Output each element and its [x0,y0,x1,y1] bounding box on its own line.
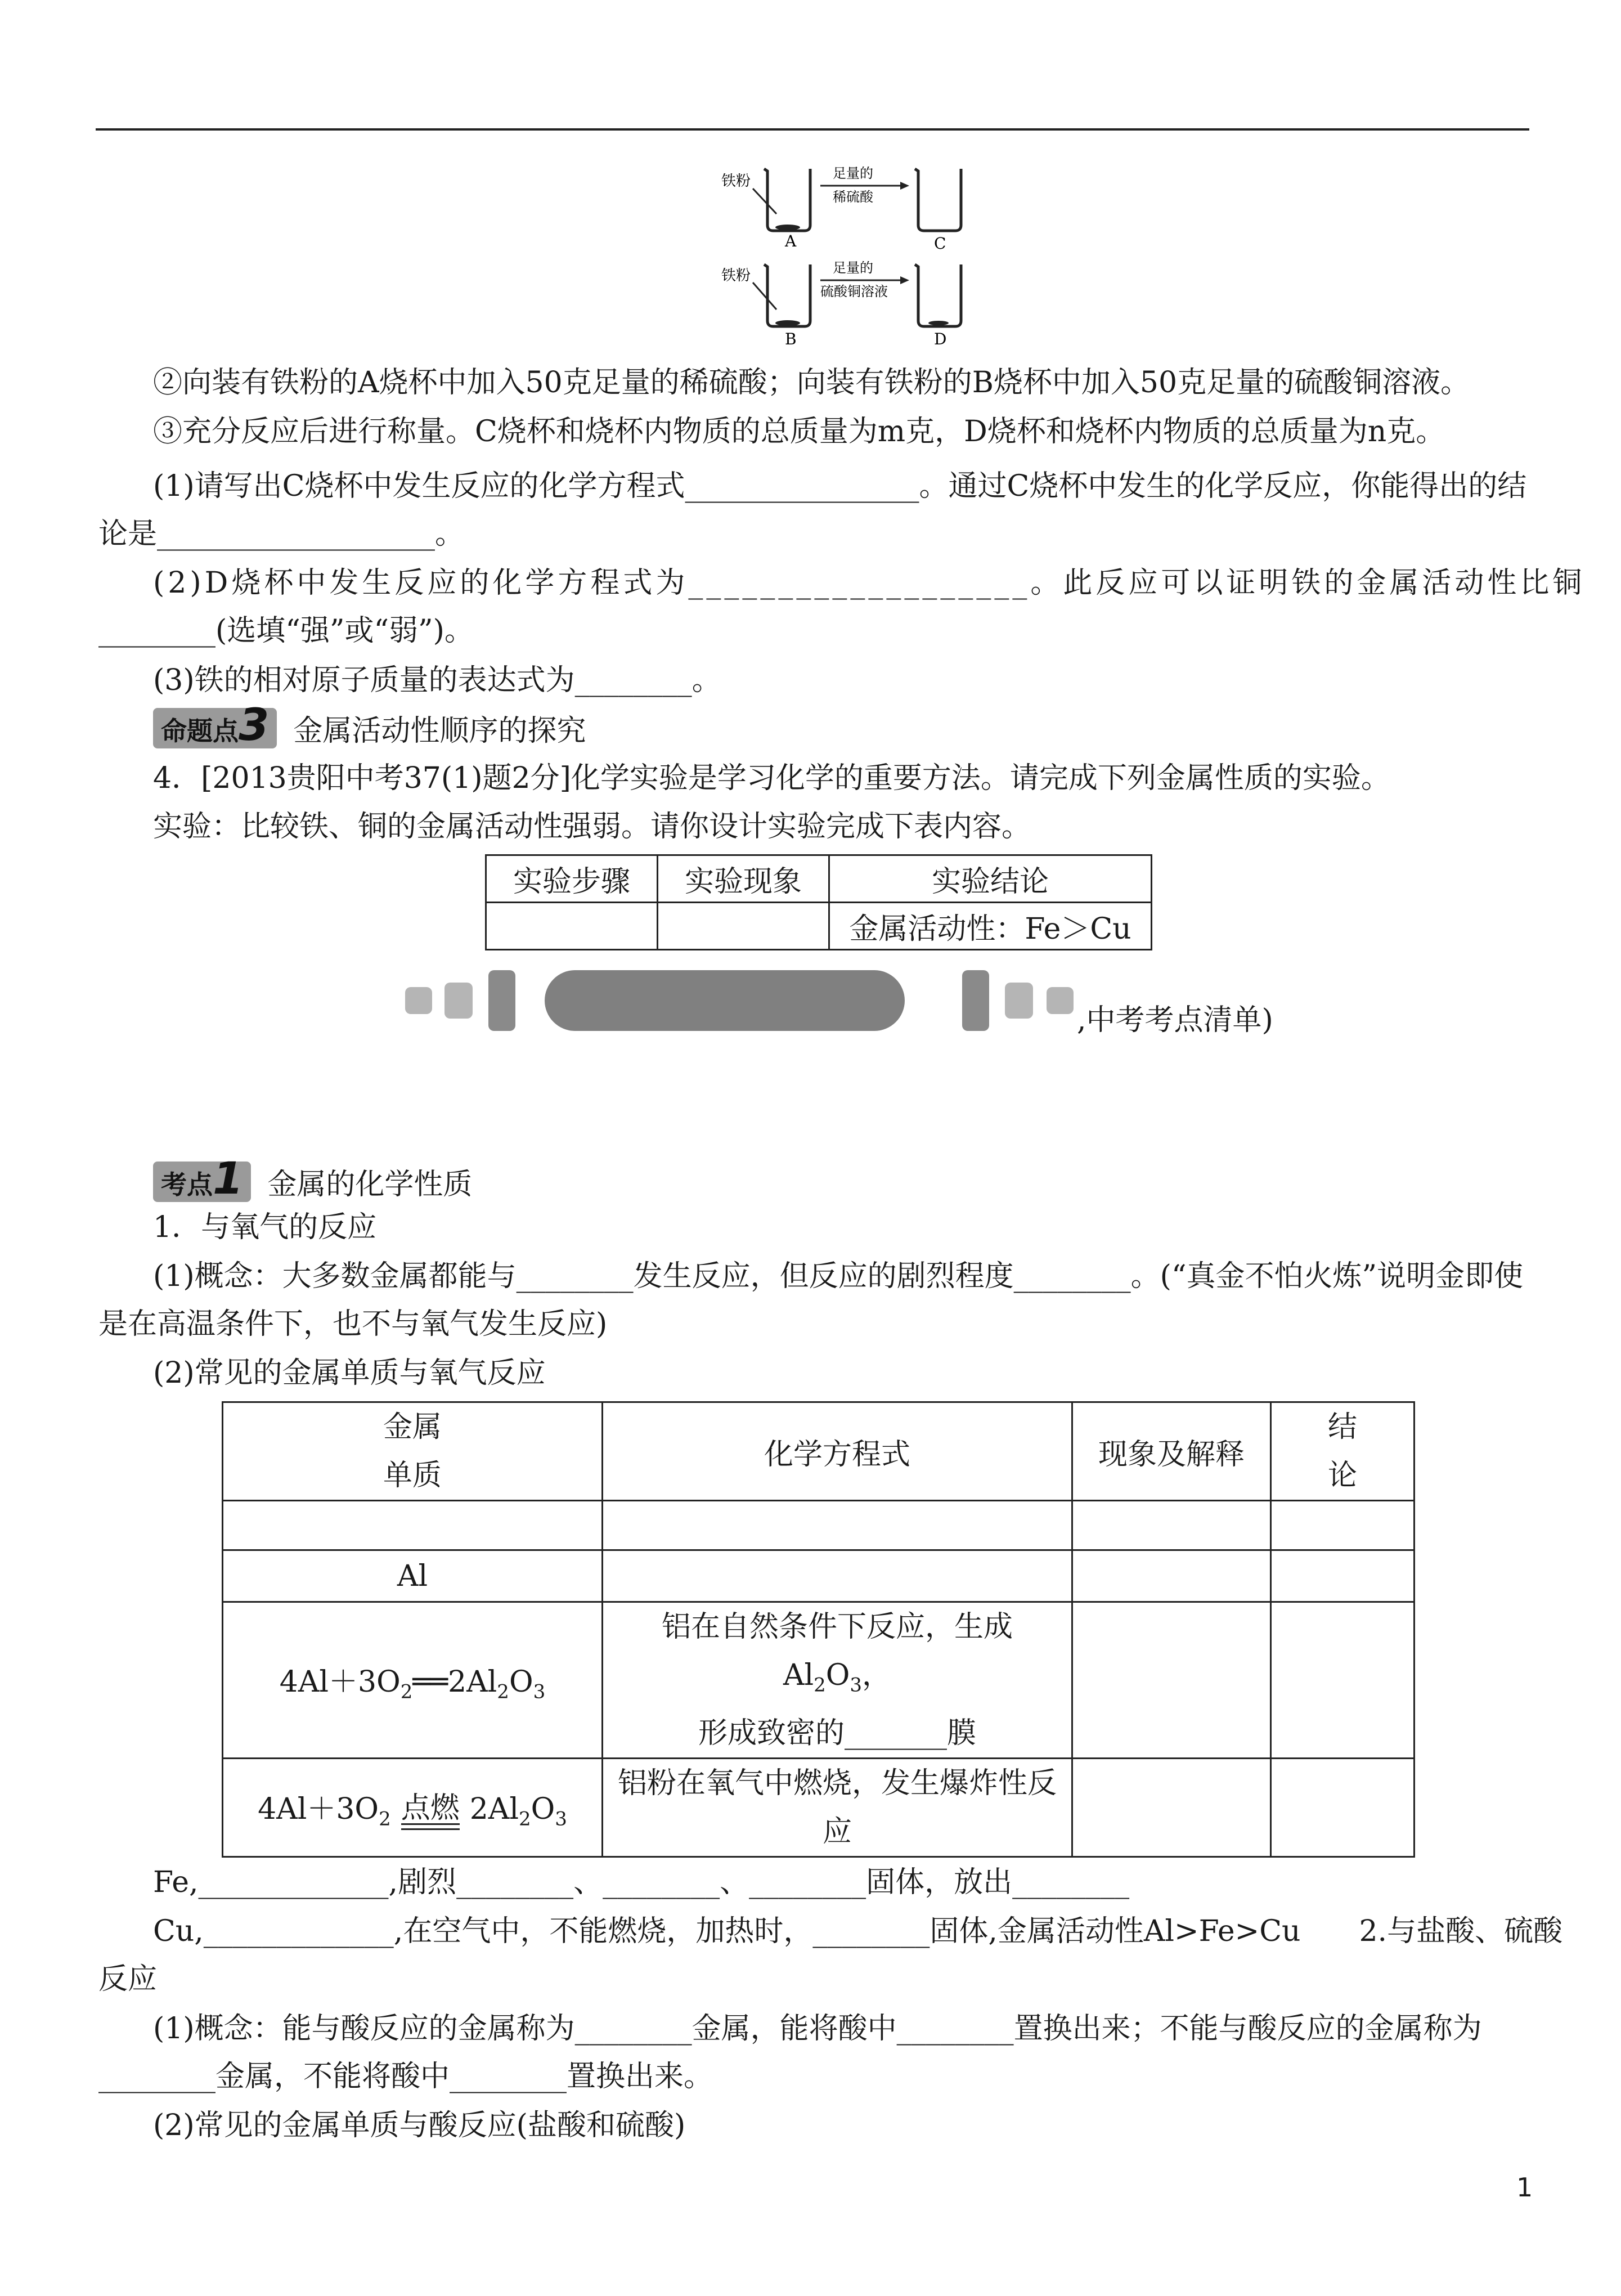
header-metal-1: 金属 [383,1410,442,1444]
section-3-heading [153,699,586,751]
table-cell [603,1550,1072,1602]
label-iron-1: 铁粉 [721,173,751,190]
iron-powder-a [775,225,800,230]
row-al-burn-description [603,1759,1072,1857]
question-4-line-1: 4．[2013贵阳中考37(1)题2分]化学实验是学习化学的重要方法。请完成下列金属性质的实验。 [153,761,1390,795]
header-metal [223,1402,603,1501]
question-4-line-2: 实验：比较铁、铜的金属活动性强弱。请你设计实验完成下表内容。 [153,810,1031,844]
table-cell [1072,1759,1271,1857]
sub-1-concept-line-2: 是在高温条件下，也不与氧气发生反应) [98,1307,608,1341]
eq-sub: 3 [533,1680,546,1703]
header-conclusion [1271,1402,1415,1501]
kaodian-1-heading [153,1153,473,1204]
banner-pill [545,970,905,1031]
kaodian-1-tag-text: 考点 [161,1169,213,1200]
arrow1-head [900,182,909,190]
desc-sub: 3 [850,1674,863,1697]
desc-line-1: 铝粉在氧气中燃烧，发生爆炸性反 [617,1766,1057,1801]
eq-part: 2Al [469,1792,519,1827]
section-3-title: 金属活动性顺序的探究 [293,714,586,748]
step-2: ②向装有铁粉的A烧杯中加入50克足量的稀硫酸；向装有铁粉的B烧杯中加入50克足量的硫酸铜溶液。 [153,366,1470,400]
table-cell [223,1501,603,1550]
beaker-d [915,264,961,326]
table-cell [1271,1759,1415,1857]
arrow1-label-2: 稀硫酸 [833,189,873,205]
beaker-a-label: A [785,232,797,250]
eq-part: ══2Al [412,1665,497,1699]
exp-header-steps: 实验步骤 [486,855,658,903]
arrow2-head [900,276,909,284]
pointer-line [753,282,776,310]
desc-sub: 2 [814,1674,826,1697]
banner-bar [488,970,515,1031]
residue-d [928,321,949,325]
banner-dot [1047,987,1074,1014]
experiment-table [485,854,1152,950]
eq-sub: 2 [379,1808,391,1831]
row-al-metal: Al [223,1550,603,1602]
header-metal-2: 单质 [383,1459,442,1492]
banner-dot [444,983,473,1019]
eq-part: O [531,1792,555,1827]
cu-line: Cu,_____________,在空气中，不能燃烧，加热时，________固体,金属活动性Al>Fe>Cu 2.与盐酸、硫酸 [153,1914,1563,1948]
desc-part: 铝在自然条件下反应，生成Al [661,1610,1013,1692]
desc-part: O [825,1658,850,1692]
cu-line-2: 反应 [98,1962,158,1996]
eq-sub: 2 [497,1680,509,1703]
arrow2-label-2: 硫酸铜溶液 [820,284,888,299]
reaction-condition [401,1793,460,1830]
table-cell [1271,1501,1415,1550]
section-3-tag-text: 命题点 [161,715,239,746]
fe-line: Fe,_____________,剧烈________、________、________固体，放出________ [153,1866,1130,1899]
question-2-line-1: (2)D烧杯中发生反应的化学方程式为___________________。此反应可以证明铁的金属活动性比铜 [153,566,1586,600]
beaker-b-label: B [785,330,797,348]
kaodian-1-tag [153,1153,251,1204]
condition-text: 点燃 [401,1791,460,1825]
table-cell [603,1501,1072,1550]
exp-cell-phenomena [658,903,829,950]
section-banner [405,968,1080,1035]
banner-dot [1005,983,1033,1019]
section-3-tag-num: 3 [239,699,270,751]
oxygen-reaction-table [222,1401,1415,1858]
row-al-slow-description [603,1602,1072,1759]
eq-sub: 2 [400,1680,413,1703]
iron-powder-b [775,320,800,326]
page-number: 1 [1516,2172,1533,2203]
sub-1-concept-line-1: (1)概念：大多数金属都能与________发生反应，但反应的剧烈程度________。(“真金不怕火炼”说明金即使 [153,1259,1524,1293]
eq-part: O [509,1665,533,1699]
table-cell [1072,1550,1271,1602]
beaker-d-label: D [934,330,947,348]
sub-2-concept-line-1: (1)概念：能与酸反应的金属称为________金属，能将酸中________置换出来；不能与酸反应的金属称为 [153,2012,1482,2046]
row-al-slow-equation [223,1602,603,1759]
kaodian-1-tag-num: 1 [213,1153,244,1204]
beaker-diagram [720,158,990,355]
eq-sub: 2 [519,1808,531,1831]
banner-suffix: ,中考考点清单) [1077,1003,1273,1037]
header-conclusion-2: 论 [1327,1459,1357,1492]
sub-2-concept-line-2: ________金属，不能将酸中________置换出来。 [98,2060,713,2093]
step-3: ③充分反应后进行称量。C烧杯和烧杯内物质的总质量为m克，D烧杯和烧杯内物质的总质量为n克。 [153,415,1445,449]
eq-part: 4Al＋3O [258,1792,379,1827]
exp-header-phenomena: 实验现象 [658,855,829,903]
question-1-line-2: 论是___________________。 [98,517,465,551]
sub-2-common: (2)常见的金属单质与酸反应(盐酸和硫酸) [153,2109,686,2142]
sub-1-common: (2)常见的金属单质与氧气反应 [153,1356,546,1390]
exp-header-conclusion: 实验结论 [829,855,1152,903]
row-al-burn-equation [223,1759,603,1857]
top-rule [96,128,1529,131]
question-3: (3)铁的相对原子质量的表达式为________。 [153,663,721,697]
exp-cell-conclusion: 金属活动性：Fe＞Cu [829,903,1152,950]
desc-line-2: 应 [822,1815,852,1849]
question-2-line-2: ________(选填“强”或“弱”)。 [98,614,474,648]
table-cell [1072,1501,1271,1550]
sub-1-heading: 1．与氧气的反应 [153,1210,377,1244]
eq-sub: 3 [555,1808,567,1831]
banner-bar [962,970,989,1031]
beaker-b [764,264,810,326]
pointer-line [753,189,776,214]
arrow1-label-1: 足量的 [833,165,873,181]
banner-dot [405,987,432,1014]
beaker-a [764,169,810,231]
beaker-c [915,169,961,231]
exp-cell-steps [486,903,658,950]
header-equation: 化学方程式 [603,1402,1072,1501]
table-cell [1271,1602,1415,1759]
header-phenomenon: 现象及解释 [1072,1402,1271,1501]
kaodian-1-title: 金属的化学性质 [267,1168,473,1201]
section-3-tag [153,699,277,751]
header-conclusion-1: 结 [1327,1410,1357,1444]
beaker-c-label: C [934,234,946,253]
desc-line-2: 形成致密的_______膜 [698,1716,976,1751]
table-cell [1072,1602,1271,1759]
table-cell [1271,1550,1415,1602]
eq-part: 4Al＋3O [279,1665,401,1699]
label-iron-2: 铁粉 [721,267,751,284]
desc-part: ， [862,1658,892,1692]
question-1-line-1: (1)请写出C烧杯中发生反应的化学方程式________________。通过C烧杯中发生的化学反应，你能得出的结 [153,469,1527,503]
arrow2-label-1: 足量的 [833,260,873,276]
